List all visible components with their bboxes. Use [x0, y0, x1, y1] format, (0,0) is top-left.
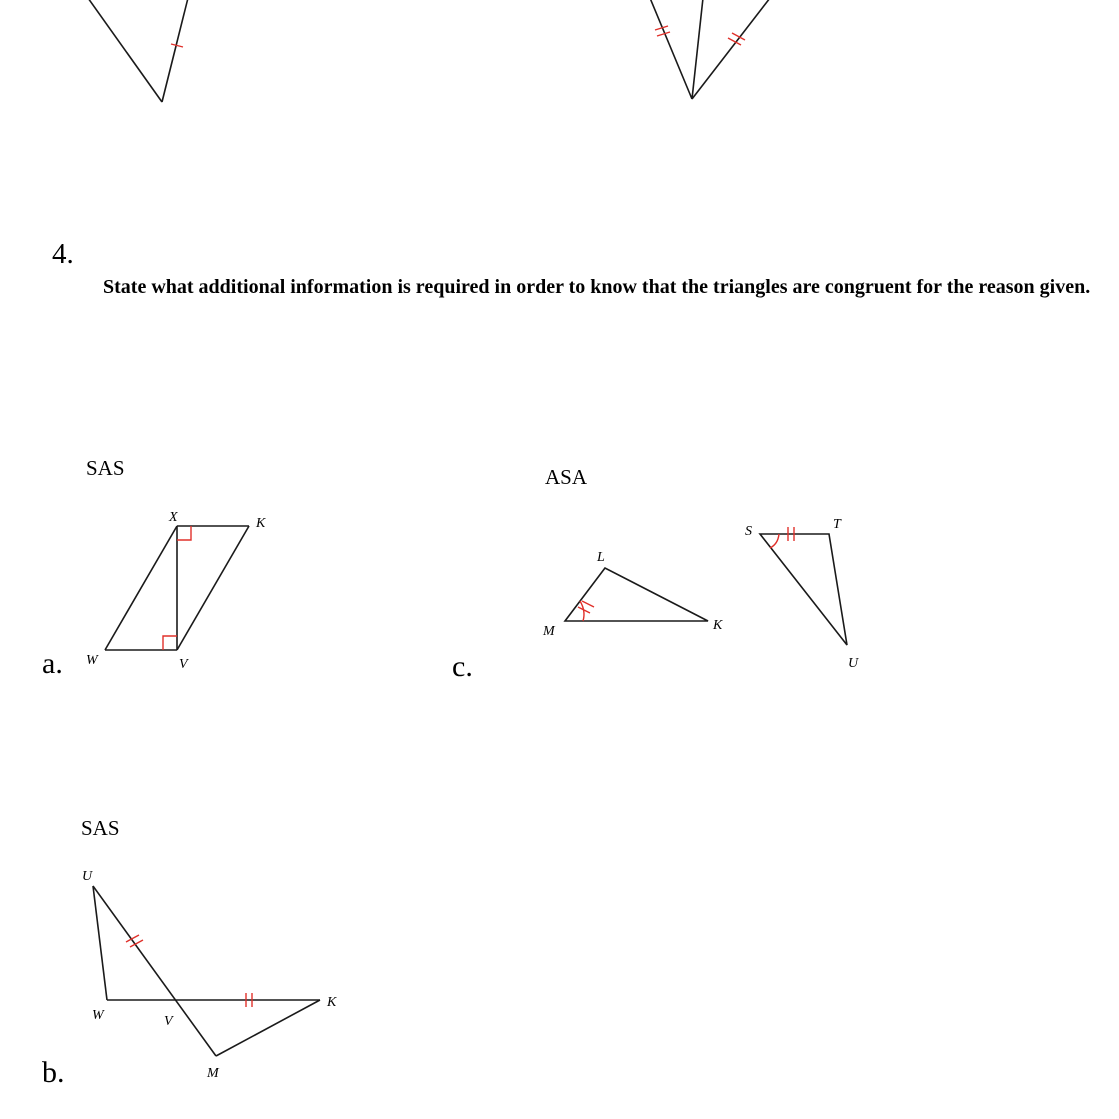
vertex-label-k: K [327, 995, 337, 1010]
vertex-label-k: K [713, 618, 723, 633]
vertex-label-w: W [92, 1008, 104, 1023]
angle-mark-m [580, 601, 584, 621]
segment-vk [177, 526, 249, 650]
part-c-reason: ASA [545, 465, 588, 489]
vertex-label-t: T [833, 517, 841, 532]
vertex-label-u: U [848, 656, 859, 671]
previous-figure-left [88, 0, 188, 102]
angle-mark-s [770, 534, 779, 548]
vertex-label-m: M [207, 1066, 219, 1081]
vertex-label-x: X [169, 510, 178, 525]
part-c-letter: c. [452, 650, 473, 683]
vertex-label-k: K [256, 516, 266, 531]
question-instruction: State what additional information is required in order to know that the triangles are congruent for the reason given. [103, 276, 1091, 298]
segment-km [216, 1000, 320, 1056]
question-number: 4. [52, 238, 74, 270]
segment-um [93, 886, 216, 1056]
vertex-label-s: S [745, 524, 752, 539]
right-angle-mark-v [163, 636, 177, 650]
previous-figure-right [650, 0, 770, 99]
right-angle-mark-x [177, 526, 191, 540]
figure-a-parallelogram [86, 510, 266, 672]
figure-b-triangles [82, 869, 337, 1081]
segment-wx [105, 526, 177, 650]
part-b-reason: SAS [81, 816, 120, 840]
vertex-label-v: V [179, 657, 188, 672]
vertex-label-l: L [597, 550, 605, 565]
vertex-label-v: V [164, 1014, 173, 1029]
figure-c-triangles [542, 517, 859, 671]
part-a-letter: a. [42, 647, 63, 680]
vertex-label-u: U [82, 869, 93, 884]
part-b-letter: b. [42, 1056, 65, 1089]
vertex-label-m: M [543, 624, 555, 639]
triangle-stu [760, 534, 847, 645]
part-a-reason: SAS [86, 456, 125, 480]
vertex-label-w: W [86, 653, 98, 668]
triangle-lmk [565, 568, 708, 621]
